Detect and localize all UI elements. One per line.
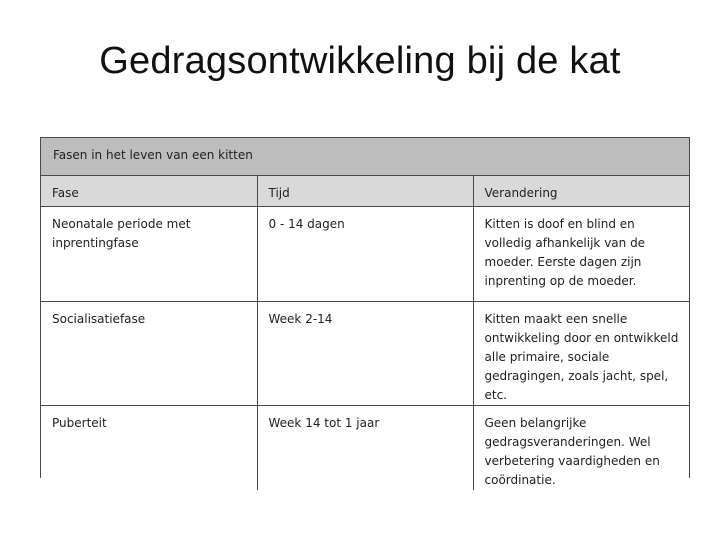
phases-table [41,176,689,490]
cell-fase: Socialisatiefase [41,301,257,405]
table-row [41,301,689,405]
cell-tijd: Week 14 tot 1 jaar [257,405,473,490]
cell-tijd: 0 - 14 dagen [257,206,473,301]
cell-verandering: Kitten is doof en blind en volledig afhankelijk van de moeder. Eerste dagen zijn inprenting op de moeder. [473,206,689,301]
table-caption: Fasen in het leven van een kitten [41,138,689,176]
header-fase: Fase [41,176,257,206]
kitten-phases-table [40,137,690,487]
table-header-row [41,176,689,206]
cell-verandering: Geen belangrijke gedragsveranderingen. Wel verbetering vaardigheden en coördinatie. [484,415,660,487]
slide-title: Gedragsontwikkeling bij de kat [99,40,621,82]
table-row [41,405,689,490]
cell-fase: Puberteit [41,405,257,490]
table-row [41,206,689,301]
cell-tijd: Week 2-14 [257,301,473,405]
header-verandering: Verandering [473,176,689,206]
header-tijd: Tijd [257,176,473,206]
cell-verandering: Kitten maakt een snelle ontwikkeling door en ontwikkeld alle primaire, sociale gedragingen, zoals jacht, spel, etc. [473,301,689,405]
cell-fase: Neonatale periode met inprentingfase [41,206,257,301]
